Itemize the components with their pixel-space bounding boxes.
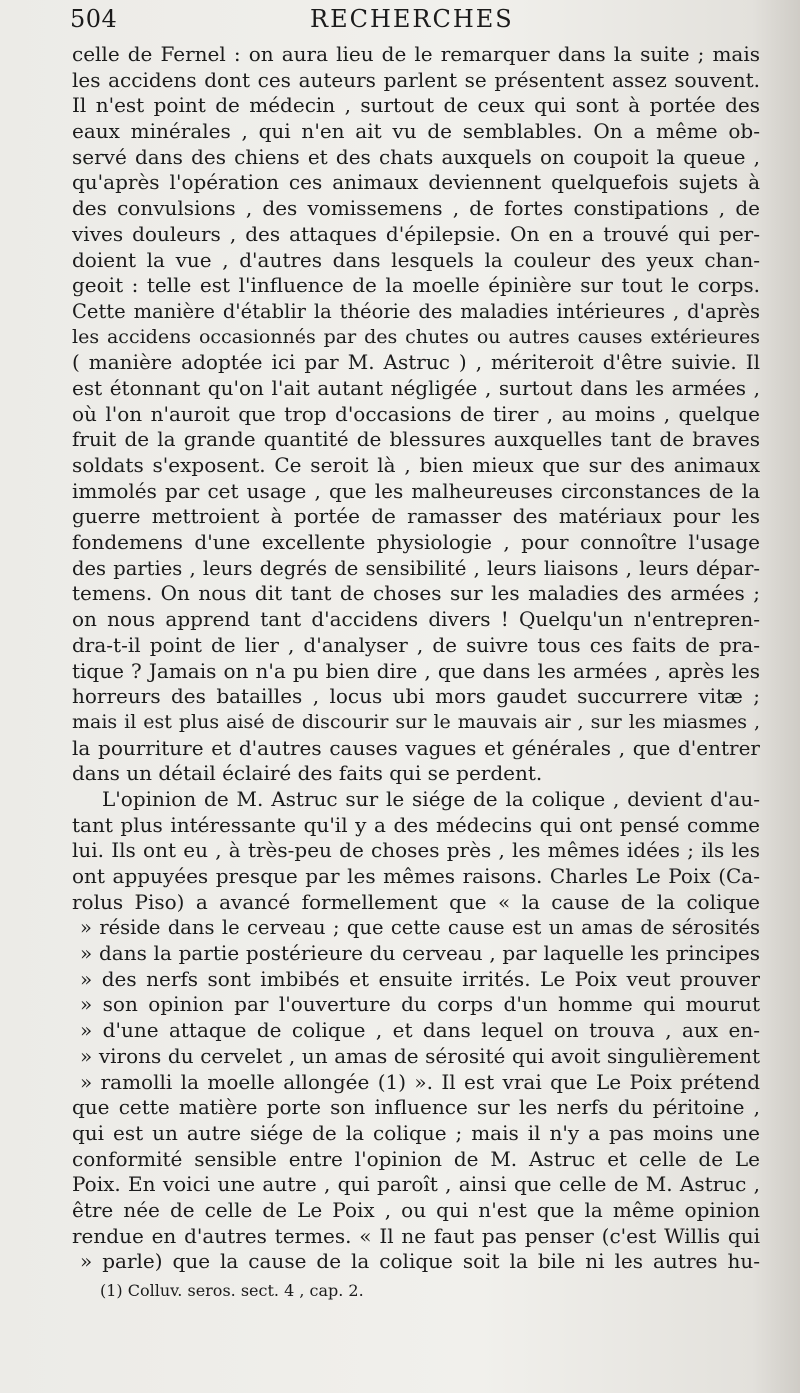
text-line: » parle) que la cause de la colique soit la bile ni les autres hu- <box>80 1249 760 1274</box>
text-line: dra-t-il point de lier , d'analyser , de suivre tous ces faits de pra- <box>72 632 760 657</box>
text-line: soldats s'exposent. Ce seroit là , bien mieux que sur des animaux <box>72 453 760 477</box>
text-line: que cette matière porte son influence sur les nerfs du péritoine , <box>72 1095 760 1120</box>
body-text <box>72 42 760 1275</box>
text-line: Poix. En voici une autre , qui paroît , ainsi que celle de M. Astruc , <box>72 1172 760 1197</box>
text-line: tique ? Jamais on n'a pu bien dire , que dans les armées , après les <box>72 658 760 683</box>
text-line: » ramolli la moelle allongée (1) ». Il est vrai que Le Poix prétend <box>80 1069 760 1094</box>
running-head: RECHERCHES <box>310 5 514 33</box>
text-line: des convulsions , des vomissemens , de fortes constipations , de <box>72 196 760 221</box>
text-line: L'opinion de M. Astruc sur le siége de la colique , devient d'au- <box>102 786 760 811</box>
text-line: les accidens dont ces auteurs parlent se présentent assez souvent. <box>72 67 760 92</box>
footnote: (1) Colluv. seros. sect. 4 , cap. 2. <box>100 1281 364 1300</box>
text-line: tant plus intéressante qu'il y a des médecins qui ont pensé comme <box>72 812 760 837</box>
text-line: servé dans des chiens et des chats auxquels on coupoit la queue , <box>72 144 760 169</box>
text-line: les accidens occasionnés par des chutes ou autres causes extérieures <box>72 325 760 348</box>
text-line: immolés par cet usage , que les malheureuses circonstances de la <box>72 478 760 503</box>
text-line: être née de celle de Le Poix , ou qui n'est que la même opinion <box>72 1197 760 1222</box>
text-line: on nous apprend tant d'accidens divers ! Quelqu'un n'entrepren- <box>72 607 760 632</box>
text-line: rendue en d'autres termes. « Il ne faut pas penser (c'est Willis qui <box>72 1223 760 1248</box>
text-line: » virons du cervelet , un amas de sérosité qui avoit singulièrement <box>80 1043 760 1068</box>
text-line: dans un détail éclairé des faits qui se perdent. <box>72 761 543 786</box>
text-line: vives douleurs , des attaques d'épilepsie. On en a trouvé qui per- <box>72 221 760 246</box>
text-line: geoit : telle est l'influence de la moelle épinière sur tout le corps. <box>72 273 760 298</box>
text-line: mais il est plus aisé de discourir sur le mauvais air , sur les miasmes , <box>72 710 760 733</box>
text-line: où l'on n'auroit que trop d'occasions de tirer , au moins , quelque <box>72 401 760 426</box>
text-line: guerre mettroient à portée de ramasser des matériaux pour les <box>72 504 760 529</box>
text-line: » réside dans le cerveau ; que cette cause est un amas de sérosités <box>80 916 760 940</box>
text-line: lui. Ils ont eu , à très-peu de choses près , les mêmes idées ; ils les <box>72 838 760 863</box>
text-line: rolus Piso) a avancé formellement que « la cause de la colique <box>72 889 760 914</box>
text-line: » des nerfs sont imbibés et ensuite irrités. Le Poix veut prouver <box>80 966 760 991</box>
page-header <box>70 4 750 38</box>
text-line: eaux minérales , qui n'en ait vu de semblables. On a même ob- <box>72 119 760 144</box>
text-line: est étonnant qu'on l'ait autant négligée , surtout dans les armées , <box>72 375 760 400</box>
text-line: la pourriture et d'autres causes vagues et générales , que d'entrer <box>72 735 760 760</box>
text-line: des parties , leurs degrés de sensibilité , leurs liaisons , leurs dépar- <box>72 556 760 580</box>
text-line: qu'après l'opération ces animaux deviennent quelquefois sujets à <box>72 170 760 195</box>
page-number: 504 <box>70 5 118 33</box>
text-line: » son opinion par l'ouverture du corps d'un homme qui mourut <box>80 992 760 1017</box>
text-line: qui est un autre siége de la colique ; mais il n'y a pas moins une <box>72 1120 760 1145</box>
text-line: fondemens d'une excellente physiologie , pour connoître l'usage <box>72 530 760 555</box>
text-line: doient la vue , d'autres dans lesquels la couleur des yeux chan- <box>72 247 760 272</box>
text-line: ( manière adoptée ici par M. Astruc ) , mériteroit d'être suivie. Il <box>72 350 760 375</box>
text-line: horreurs des batailles , locus ubi mors gaudet succurrere vitæ ; <box>72 684 760 709</box>
text-line: temens. On nous dit tant de choses sur les maladies des armées ; <box>72 581 760 606</box>
text-line: » d'une attaque de colique , et dans lequel on trouva , aux en- <box>80 1018 760 1043</box>
text-line: fruit de la grande quantité de blessures auxquelles tant de braves <box>72 427 760 452</box>
text-line: conformité sensible entre l'opinion de M. Astruc et celle de Le <box>72 1146 760 1171</box>
text-line: Cette manière d'établir la théorie des maladies intérieures , d'après <box>72 299 760 323</box>
text-line: celle de Fernel : on aura lieu de le remarquer dans la suite ; mais <box>72 42 760 66</box>
text-line: Il n'est point de médecin , surtout de ceux qui sont à portée des <box>72 93 760 118</box>
text-line: ont appuyées presque par les mêmes raisons. Charles Le Poix (Ca- <box>72 864 760 888</box>
text-line: » dans la partie postérieure du cerveau , par laquelle les principes <box>80 941 760 966</box>
